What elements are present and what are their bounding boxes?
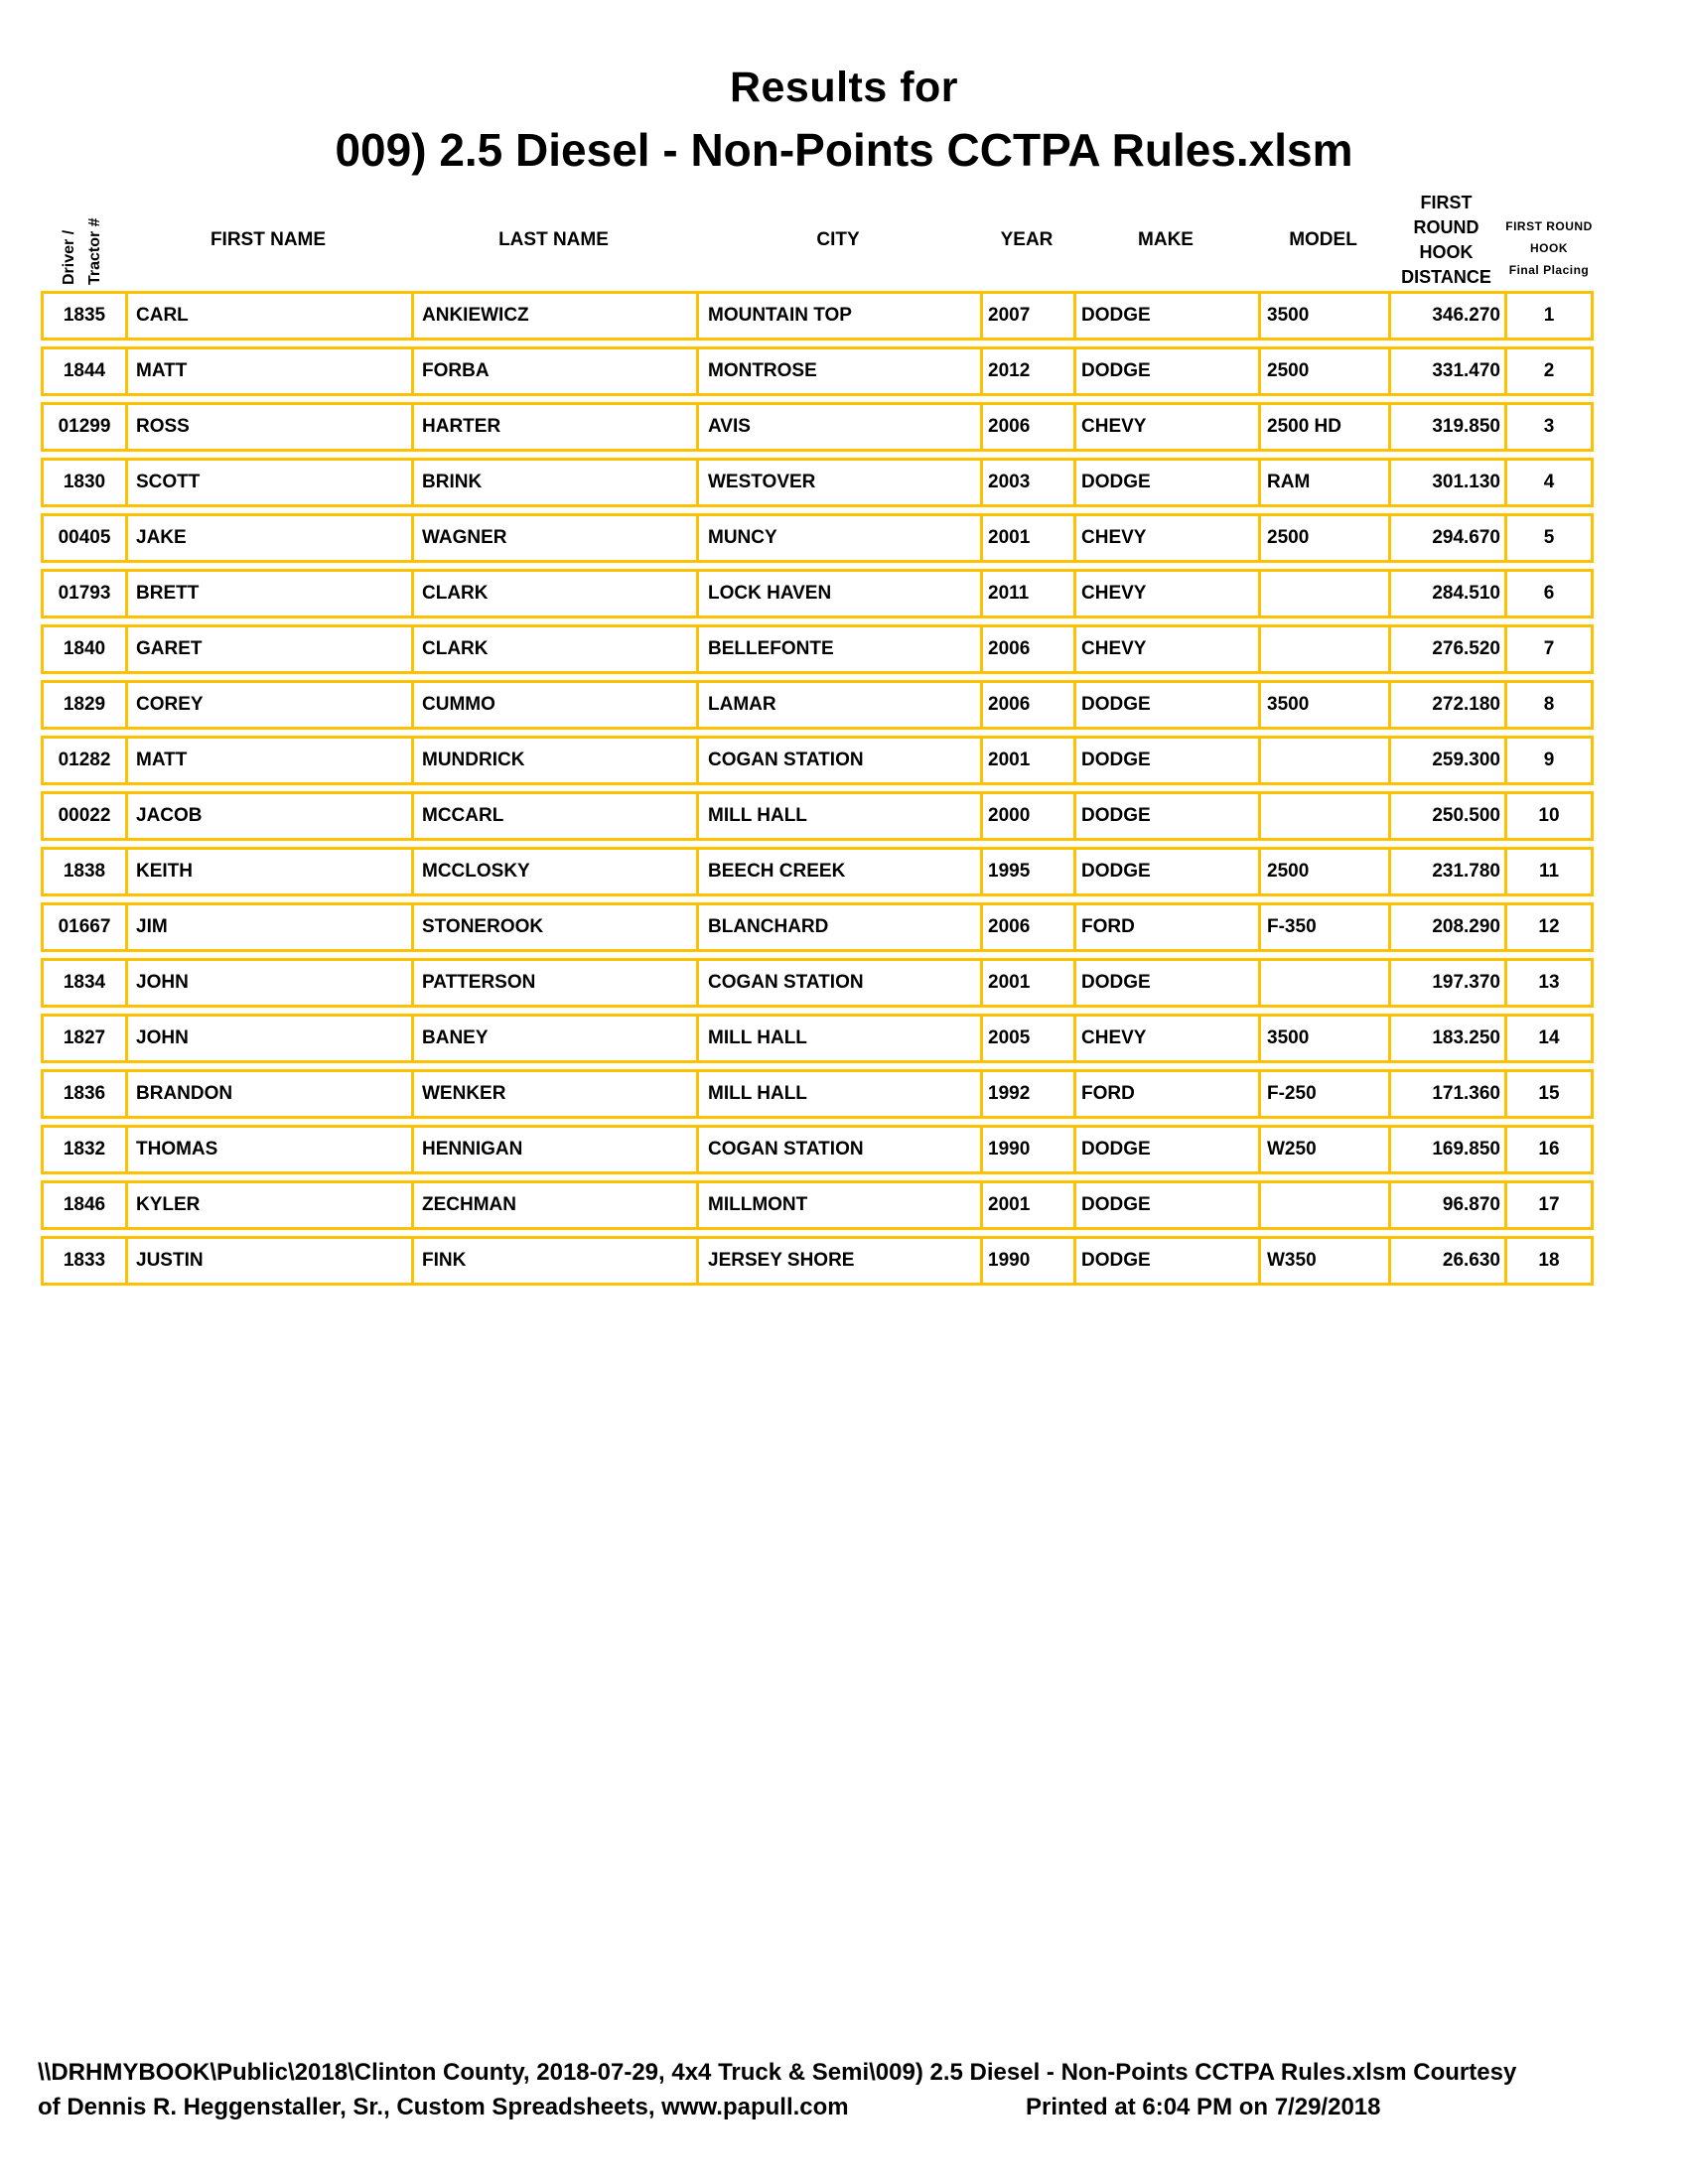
cell-city: WESTOVER [696, 461, 980, 504]
cell-make: DODGE [1073, 294, 1258, 338]
cell-year: 2001 [980, 1183, 1073, 1227]
cell-first-name: THOMAS [125, 1128, 411, 1171]
cell-first-name: KEITH [125, 850, 411, 893]
cell-model: 3500 [1258, 294, 1388, 338]
cell-driver-tractor-number: 1838 [63, 861, 106, 882]
cell-final-placing: 6 [1504, 572, 1591, 615]
cell-driver-tractor-number: 01299 [58, 416, 111, 437]
cell-model: F-350 [1258, 905, 1388, 949]
cell-first-name: JACOB [125, 794, 411, 838]
cell-year: 1990 [980, 1239, 1073, 1283]
cell-make: CHEVY [1073, 516, 1258, 560]
cell-first-round-hook-distance: 250.500 [1388, 794, 1504, 838]
cell-first-name: SCOTT [125, 461, 411, 504]
cell-driver-tractor-number: 01793 [58, 583, 111, 604]
cell-city: COGAN STATION [696, 1128, 980, 1171]
cell-first-name: BRETT [125, 572, 411, 615]
cell-first-name: JAKE [125, 516, 411, 560]
cell-first-name: MATT [125, 349, 411, 393]
cell-make: DODGE [1073, 349, 1258, 393]
column-header-driver-tractor [57, 188, 108, 285]
cell-make: FORD [1073, 1072, 1258, 1116]
cell-model: 3500 [1258, 1017, 1388, 1060]
cell-first-round-hook-distance: 96.870 [1388, 1183, 1504, 1227]
cell-make: DODGE [1073, 850, 1258, 893]
cell-final-placing: 5 [1504, 516, 1591, 560]
driver-header-line2: Tractor # [86, 217, 103, 285]
cell-final-placing: 1 [1504, 294, 1591, 338]
cell-driver-tractor-number: 00022 [58, 805, 111, 826]
cell-city: JERSEY SHORE [696, 1239, 980, 1283]
cell-driver-tractor-number: 1846 [63, 1194, 106, 1215]
cell-model: W250 [1258, 1128, 1388, 1171]
cell-model: 2500 HD [1258, 405, 1388, 449]
cell-model [1258, 572, 1388, 615]
placing-header-line3: Final Placing [1508, 263, 1590, 277]
cell-first-round-hook-distance: 183.250 [1388, 1017, 1504, 1060]
table-row [41, 1180, 1594, 1230]
cell-city: COGAN STATION [696, 961, 980, 1005]
cell-first-round-hook-distance: 284.510 [1388, 572, 1504, 615]
cell-city: BLANCHARD [696, 905, 980, 949]
table-row [41, 569, 1594, 618]
cell-make: DODGE [1073, 683, 1258, 727]
page-title: Results for [729, 64, 959, 111]
cell-last-name: CLARK [411, 627, 696, 671]
cell-driver-tractor-number: 1835 [63, 305, 106, 326]
cell-first-round-hook-distance: 301.130 [1388, 461, 1504, 504]
cell-model [1258, 627, 1388, 671]
cell-first-name: MATT [125, 739, 411, 782]
cell-final-placing: 3 [1504, 405, 1591, 449]
column-header-year: YEAR [1000, 229, 1054, 250]
cell-last-name: ZECHMAN [411, 1183, 696, 1227]
cell-year: 2006 [980, 627, 1073, 671]
footer-printed-timestamp: Printed at 6:04 PM on 7/29/2018 [1026, 2094, 1381, 2120]
cell-last-name: STONEROOK [411, 905, 696, 949]
cell-first-round-hook-distance: 331.470 [1388, 349, 1504, 393]
results-table [41, 291, 1594, 1292]
cell-driver-tractor-number: 1829 [63, 694, 106, 715]
distance-header-line4: DISTANCE [1401, 267, 1491, 287]
distance-header-line3: HOOK [1419, 242, 1474, 262]
table-row [41, 736, 1594, 785]
column-header-city: CITY [816, 229, 860, 250]
table-row [41, 680, 1594, 730]
table-row [41, 958, 1594, 1008]
cell-final-placing: 4 [1504, 461, 1591, 504]
cell-first-round-hook-distance: 294.670 [1388, 516, 1504, 560]
cell-first-name: BRANDON [125, 1072, 411, 1116]
cell-first-name: GARET [125, 627, 411, 671]
cell-year: 1992 [980, 1072, 1073, 1116]
cell-first-round-hook-distance: 276.520 [1388, 627, 1504, 671]
cell-final-placing: 13 [1504, 961, 1591, 1005]
column-header-make: MAKE [1138, 229, 1194, 250]
cell-make: CHEVY [1073, 627, 1258, 671]
cell-make: CHEVY [1073, 572, 1258, 615]
cell-last-name: MUNDRICK [411, 739, 696, 782]
cell-make: DODGE [1073, 1239, 1258, 1283]
cell-model [1258, 1183, 1388, 1227]
cell-first-round-hook-distance: 319.850 [1388, 405, 1504, 449]
cell-final-placing: 8 [1504, 683, 1591, 727]
table-row [41, 847, 1594, 896]
cell-model [1258, 961, 1388, 1005]
cell-year: 2001 [980, 961, 1073, 1005]
cell-city: BEECH CREEK [696, 850, 980, 893]
table-row [41, 902, 1594, 952]
cell-last-name: FORBA [411, 349, 696, 393]
cell-driver-tractor-number: 01667 [58, 916, 111, 937]
cell-year: 2001 [980, 739, 1073, 782]
cell-make: CHEVY [1073, 405, 1258, 449]
cell-make: DODGE [1073, 1128, 1258, 1171]
cell-final-placing: 7 [1504, 627, 1591, 671]
file-title: 009) 2.5 Diesel - Non-Points CCTPA Rules.xlsm [335, 124, 1353, 176]
cell-city: LAMAR [696, 683, 980, 727]
table-row [41, 624, 1594, 674]
cell-last-name: WAGNER [411, 516, 696, 560]
cell-first-name: JOHN [125, 1017, 411, 1060]
cell-first-name: JOHN [125, 961, 411, 1005]
cell-make: DODGE [1073, 739, 1258, 782]
table-row [41, 1125, 1594, 1174]
cell-last-name: BRINK [411, 461, 696, 504]
cell-driver-tractor-number: 1833 [63, 1250, 106, 1271]
cell-last-name: CUMMO [411, 683, 696, 727]
cell-year: 1995 [980, 850, 1073, 893]
cell-final-placing: 12 [1504, 905, 1591, 949]
cell-make: FORD [1073, 905, 1258, 949]
cell-driver-tractor-number: 1830 [63, 472, 106, 492]
cell-model [1258, 794, 1388, 838]
cell-city: MONTROSE [696, 349, 980, 393]
cell-final-placing: 9 [1504, 739, 1591, 782]
cell-first-round-hook-distance: 197.370 [1388, 961, 1504, 1005]
cell-final-placing: 17 [1504, 1183, 1591, 1227]
cell-first-round-hook-distance: 259.300 [1388, 739, 1504, 782]
cell-driver-tractor-number: 1836 [63, 1083, 106, 1104]
cell-make: DODGE [1073, 794, 1258, 838]
cell-city: MILL HALL [696, 1072, 980, 1116]
cell-last-name: BANEY [411, 1017, 696, 1060]
cell-last-name: WENKER [411, 1072, 696, 1116]
cell-model: RAM [1258, 461, 1388, 504]
cell-last-name: CLARK [411, 572, 696, 615]
cell-year: 2011 [980, 572, 1073, 615]
footer-courtesy-text: of Dennis R. Heggenstaller, Sr., Custom Spreadsheets, www.papull.com [38, 2094, 849, 2120]
table-row [41, 291, 1594, 341]
cell-model: 2500 [1258, 850, 1388, 893]
cell-first-round-hook-distance: 169.850 [1388, 1128, 1504, 1171]
cell-model: 2500 [1258, 349, 1388, 393]
cell-last-name: FINK [411, 1239, 696, 1283]
table-row [41, 1014, 1594, 1063]
placing-header-line1: FIRST ROUND [1505, 219, 1593, 233]
cell-first-round-hook-distance: 171.360 [1388, 1072, 1504, 1116]
cell-final-placing: 11 [1504, 850, 1591, 893]
cell-city: MILLMONT [696, 1183, 980, 1227]
column-header-model: MODEL [1289, 229, 1357, 250]
cell-last-name: HARTER [411, 405, 696, 449]
cell-last-name: MCCARL [411, 794, 696, 838]
cell-final-placing: 18 [1504, 1239, 1591, 1283]
cell-first-name: ROSS [125, 405, 411, 449]
cell-city: LOCK HAVEN [696, 572, 980, 615]
cell-make: DODGE [1073, 461, 1258, 504]
cell-year: 2012 [980, 349, 1073, 393]
placing-header-line2: HOOK [1530, 241, 1568, 255]
cell-city: MILL HALL [696, 794, 980, 838]
cell-last-name: PATTERSON [411, 961, 696, 1005]
cell-final-placing: 2 [1504, 349, 1591, 393]
cell-model: 2500 [1258, 516, 1388, 560]
cell-first-name: COREY [125, 683, 411, 727]
column-header-last-name: LAST NAME [498, 229, 609, 250]
cell-year: 2003 [980, 461, 1073, 504]
table-row [41, 791, 1594, 841]
cell-city: MOUNTAIN TOP [696, 294, 980, 338]
table-row [41, 402, 1594, 452]
cell-year: 2001 [980, 516, 1073, 560]
cell-year: 2006 [980, 905, 1073, 949]
cell-final-placing: 16 [1504, 1128, 1591, 1171]
cell-make: CHEVY [1073, 1017, 1258, 1060]
driver-header-line1: Driver / [61, 229, 77, 285]
cell-city: MILL HALL [696, 1017, 980, 1060]
cell-year: 2006 [980, 683, 1073, 727]
cell-driver-tractor-number: 1834 [63, 972, 106, 993]
column-header-first-round-hook-distance [1388, 191, 1504, 290]
cell-first-name: KYLER [125, 1183, 411, 1227]
cell-final-placing: 10 [1504, 794, 1591, 838]
table-row [41, 346, 1594, 396]
cell-driver-tractor-number: 1827 [63, 1027, 106, 1048]
cell-first-round-hook-distance: 231.780 [1388, 850, 1504, 893]
cell-first-name: JIM [125, 905, 411, 949]
distance-header-line1: FIRST [1420, 193, 1473, 212]
cell-city: COGAN STATION [696, 739, 980, 782]
table-row [41, 1236, 1594, 1286]
cell-make: DODGE [1073, 1183, 1258, 1227]
cell-driver-tractor-number: 1840 [63, 638, 106, 659]
cell-final-placing: 14 [1504, 1017, 1591, 1060]
cell-driver-tractor-number: 00405 [58, 527, 111, 548]
cell-model: W350 [1258, 1239, 1388, 1283]
table-row [41, 1069, 1594, 1119]
cell-year: 2006 [980, 405, 1073, 449]
cell-first-round-hook-distance: 208.290 [1388, 905, 1504, 949]
cell-first-round-hook-distance: 346.270 [1388, 294, 1504, 338]
cell-model [1258, 739, 1388, 782]
footer-file-path: \\DRHMYBOOK\Public\2018\Clinton County, 2018-07-29, 4x4 Truck & Semi\009) 2.5 Diesel - Non-Points CCTPA Rules.xlsm Courtesy [38, 2059, 1517, 2086]
cell-first-name: JUSTIN [125, 1239, 411, 1283]
cell-city: AVIS [696, 405, 980, 449]
cell-driver-tractor-number: 01282 [58, 750, 111, 770]
table-row [41, 458, 1594, 507]
column-header-final-placing [1504, 215, 1594, 281]
cell-final-placing: 15 [1504, 1072, 1591, 1116]
column-header-first-name: FIRST NAME [210, 229, 327, 250]
cell-year: 2000 [980, 794, 1073, 838]
cell-year: 1990 [980, 1128, 1073, 1171]
cell-model: F-250 [1258, 1072, 1388, 1116]
cell-first-round-hook-distance: 26.630 [1388, 1239, 1504, 1283]
cell-first-name: CARL [125, 294, 411, 338]
distance-header-line2: ROUND [1413, 217, 1479, 237]
cell-driver-tractor-number: 1844 [63, 360, 106, 381]
cell-year: 2005 [980, 1017, 1073, 1060]
cell-make: DODGE [1073, 961, 1258, 1005]
cell-last-name: MCCLOSKY [411, 850, 696, 893]
cell-last-name: ANKIEWICZ [411, 294, 696, 338]
cell-model: 3500 [1258, 683, 1388, 727]
cell-first-round-hook-distance: 272.180 [1388, 683, 1504, 727]
cell-city: MUNCY [696, 516, 980, 560]
cell-driver-tractor-number: 1832 [63, 1139, 106, 1160]
cell-last-name: HENNIGAN [411, 1128, 696, 1171]
cell-city: BELLEFONTE [696, 627, 980, 671]
table-row [41, 513, 1594, 563]
cell-year: 2007 [980, 294, 1073, 338]
